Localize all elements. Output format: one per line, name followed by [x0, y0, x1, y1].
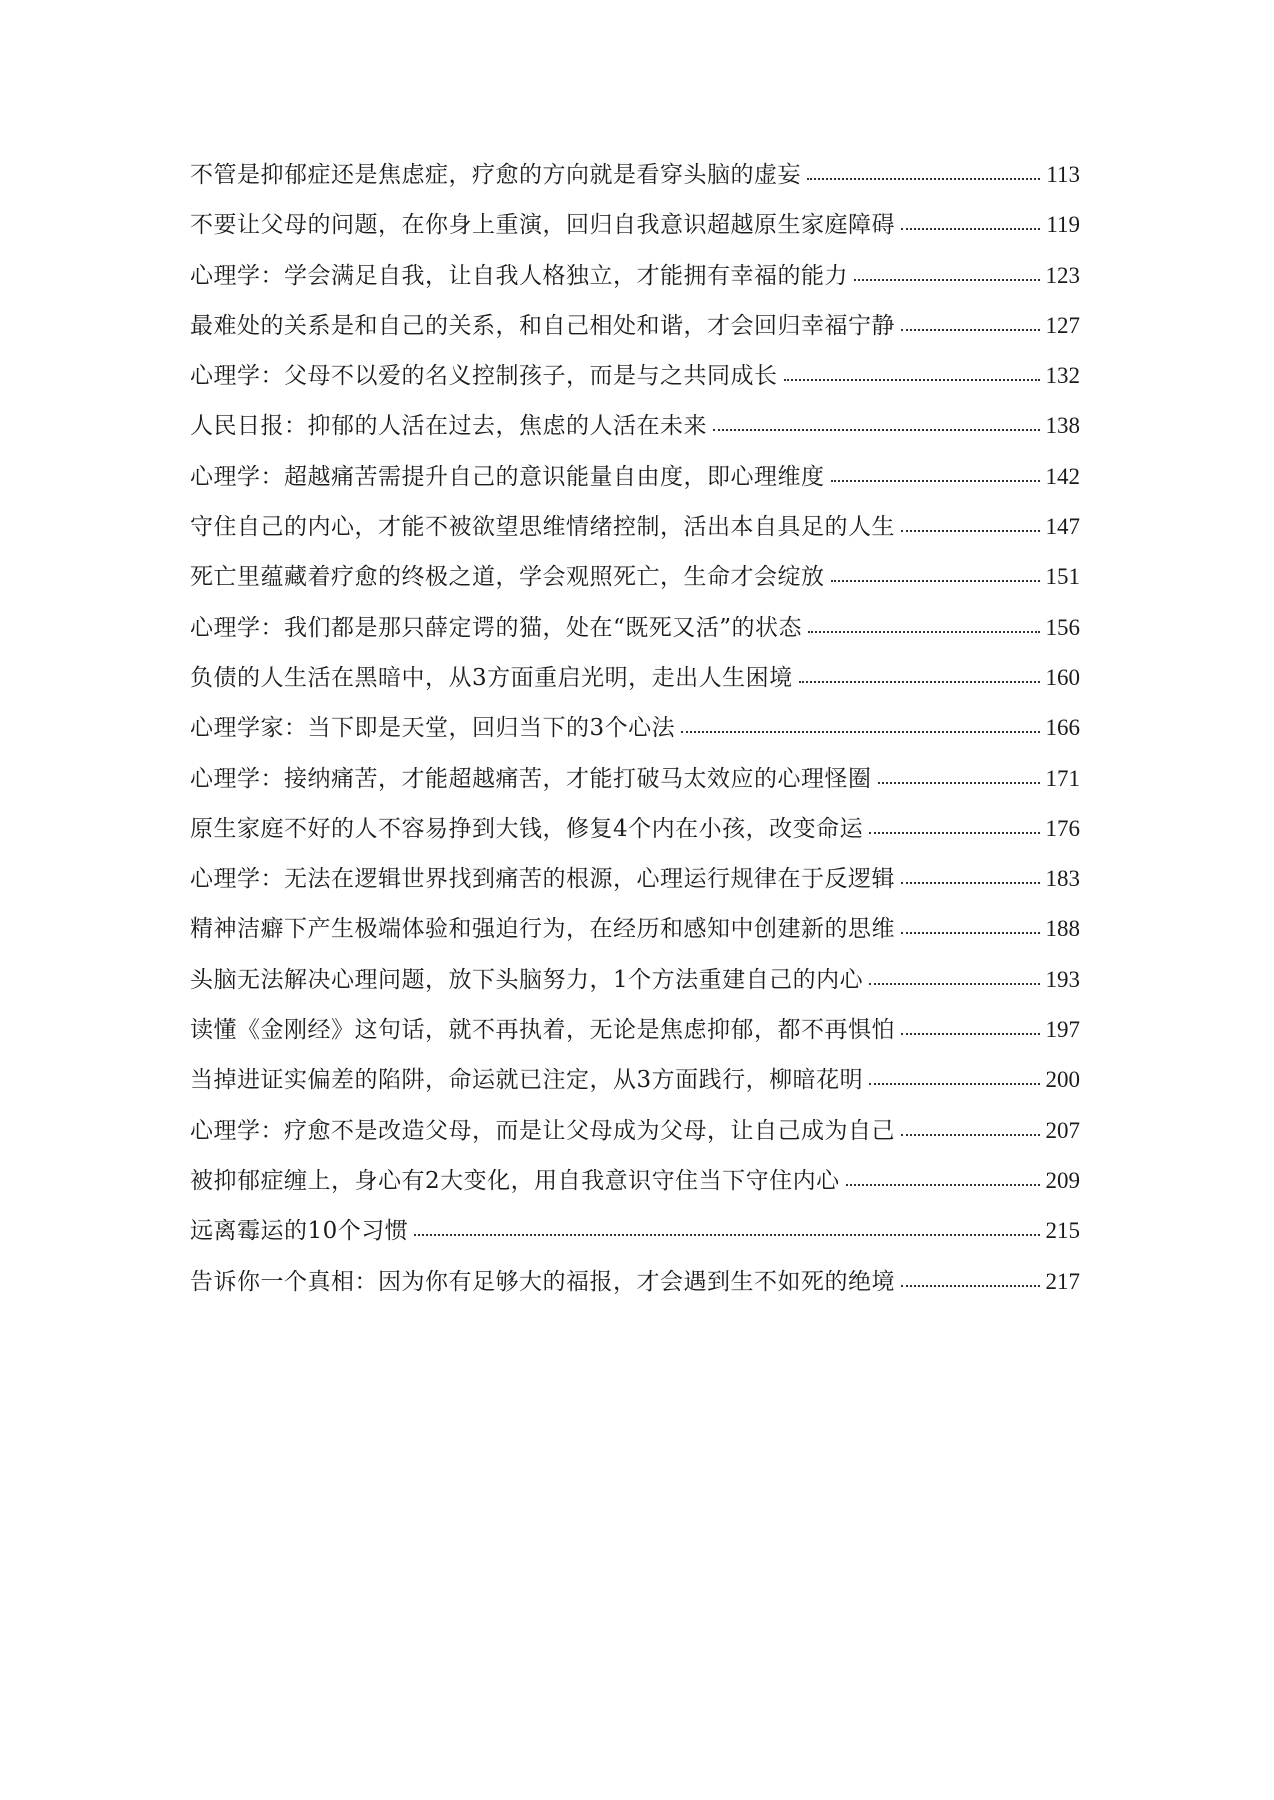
toc-entry-title: 精神洁癖下产生极端体验和强迫行为，在经历和感知中创建新的思维 [190, 916, 895, 943]
toc-entry[interactable] [190, 703, 1080, 753]
dot-leader [901, 222, 1040, 230]
toc-entry-page: 188 [1045, 916, 1080, 942]
dot-leader [869, 826, 1039, 834]
dot-leader [799, 675, 1040, 683]
toc-entry-page: 113 [1046, 162, 1080, 187]
toc-entry-page: 171 [1045, 765, 1080, 791]
toc-entry-title: 心理学：无法在逻辑世界找到痛苦的根源，心理运行规律在于反逻辑 [190, 866, 895, 893]
toc-entry[interactable] [190, 854, 1080, 904]
toc-entry-page: 142 [1045, 463, 1080, 489]
toc-entry-page: 156 [1045, 614, 1080, 640]
toc-entry-title: 死亡里蕴藏着疗愈的终极之道，学会观照死亡，生命才会绽放 [190, 564, 825, 591]
dot-leader [901, 1279, 1040, 1287]
dot-leader [901, 1027, 1040, 1035]
toc-entry-page: 151 [1045, 564, 1080, 590]
toc-entry[interactable] [190, 1005, 1080, 1055]
toc-entry[interactable] [190, 653, 1080, 703]
toc-entry-page: 176 [1045, 815, 1080, 841]
table-of-contents [190, 150, 1080, 1307]
toc-entry-page: 217 [1045, 1268, 1080, 1294]
toc-entry-page: 119 [1046, 212, 1080, 238]
toc-entry-title: 守住自己的内心，才能不被欲望思维情绪控制，活出本自具足的人生 [190, 514, 895, 541]
dot-leader [869, 1077, 1039, 1085]
toc-entry-page: 166 [1045, 715, 1080, 741]
toc-entry-page: 160 [1045, 664, 1080, 690]
toc-entry-title: 远离霉运的10个习惯 [190, 1218, 409, 1245]
toc-entry-title: 心理学：我们都是那只薛定谔的猫，处在“既死又活”的状态 [190, 614, 803, 641]
dot-leader [831, 574, 1040, 582]
toc-entry[interactable] [190, 804, 1080, 854]
toc-entry[interactable] [190, 1106, 1080, 1156]
toc-entry-title: 最难处的关系是和自己的关系，和自己相处和谐，才会回归幸福宁静 [190, 312, 895, 339]
toc-entry[interactable] [190, 452, 1080, 502]
toc-entry[interactable] [190, 150, 1080, 200]
toc-entry-title: 心理学：父母不以爱的名义控制孩子，而是与之共同成长 [190, 363, 778, 390]
toc-entry-title: 心理学：接纳痛苦，才能超越痛苦，才能打破马太效应的心理怪圈 [190, 765, 872, 792]
dot-leader [901, 524, 1040, 532]
toc-entry-title: 心理学：疗愈不是改造父母，而是让父母成为父母，让自己成为自己 [190, 1117, 895, 1144]
toc-entry-page: 209 [1045, 1167, 1080, 1193]
toc-entry[interactable] [190, 603, 1080, 653]
dot-leader [901, 926, 1040, 934]
toc-entry[interactable] [190, 301, 1080, 351]
dot-leader [713, 423, 1040, 431]
toc-entry-title: 不要让父母的问题，在你身上重演，回归自我意识超越原生家庭障碍 [190, 212, 895, 239]
dot-leader [808, 625, 1039, 633]
dot-leader [784, 373, 1040, 381]
toc-entry-title: 原生家庭不好的人不容易挣到大钱，修复4个内在小孩，改变命运 [190, 815, 864, 842]
toc-entry-title: 人民日报：抑郁的人活在过去，焦虑的人活在未来 [190, 413, 707, 440]
toc-entry-page: 207 [1045, 1117, 1080, 1143]
toc-entry-title: 不管是抑郁症还是焦虑症，疗愈的方向就是看穿头脑的虚妄 [190, 162, 801, 188]
toc-entry[interactable] [190, 1055, 1080, 1105]
toc-entry[interactable] [190, 552, 1080, 602]
toc-entry[interactable] [190, 200, 1080, 250]
toc-entry-title: 读懂《金刚经》这句话，就不再执着，无论是焦虑抑郁，都不再惧怕 [190, 1017, 895, 1044]
dot-leader [869, 977, 1039, 985]
dot-leader [414, 1228, 1039, 1236]
dot-leader [807, 172, 1040, 180]
toc-entry-title: 心理学：学会满足自我，让自我人格独立，才能拥有幸福的能力 [190, 262, 848, 289]
toc-entry[interactable] [190, 351, 1080, 401]
toc-entry-page: 215 [1045, 1218, 1080, 1244]
dot-leader [681, 725, 1039, 733]
toc-entry[interactable] [190, 1257, 1080, 1307]
toc-entry[interactable] [190, 1156, 1080, 1206]
toc-entry-page: 127 [1045, 312, 1080, 338]
toc-entry-title: 当掉进证实偏差的陷阱，命运就已注定，从3方面践行，柳暗花明 [190, 1067, 864, 1094]
toc-entry-page: 147 [1045, 514, 1080, 540]
toc-entry[interactable] [190, 401, 1080, 451]
toc-entry[interactable] [190, 754, 1080, 804]
toc-entry-page: 197 [1045, 1017, 1080, 1043]
toc-entry-title: 负债的人生活在黑暗中，从3方面重启光明，走出人生困境 [190, 664, 793, 691]
dot-leader [901, 1128, 1040, 1136]
dot-leader [878, 776, 1040, 784]
toc-entry-page: 183 [1045, 866, 1080, 892]
toc-entry-title: 心理学：超越痛苦需提升自己的意识能量自由度，即心理维度 [190, 463, 825, 490]
dot-leader [831, 474, 1040, 482]
toc-entry-page: 200 [1045, 1067, 1080, 1093]
toc-entry-title: 心理学家：当下即是天堂，回归当下的3个心法 [190, 715, 676, 742]
toc-entry[interactable] [190, 1206, 1080, 1256]
toc-entry-page: 123 [1045, 262, 1080, 288]
toc-entry[interactable] [190, 904, 1080, 954]
dot-leader [846, 1178, 1040, 1186]
toc-entry[interactable] [190, 502, 1080, 552]
toc-entry[interactable] [190, 251, 1080, 301]
dot-leader [901, 323, 1040, 331]
toc-entry-page: 132 [1045, 363, 1080, 389]
dot-leader [901, 876, 1040, 884]
toc-entry-title: 头脑无法解决心理问题，放下头脑努力，1个方法重建自己的内心 [190, 966, 864, 993]
toc-entry-page: 138 [1045, 413, 1080, 439]
dot-leader [854, 273, 1040, 281]
toc-entry-page: 193 [1045, 966, 1080, 992]
toc-entry[interactable] [190, 955, 1080, 1005]
toc-entry-title: 被抑郁症缠上，身心有2大变化，用自我意识守住当下守住内心 [190, 1167, 840, 1194]
toc-entry-title: 告诉你一个真相：因为你有足够大的福报，才会遇到生不如死的绝境 [190, 1268, 895, 1295]
